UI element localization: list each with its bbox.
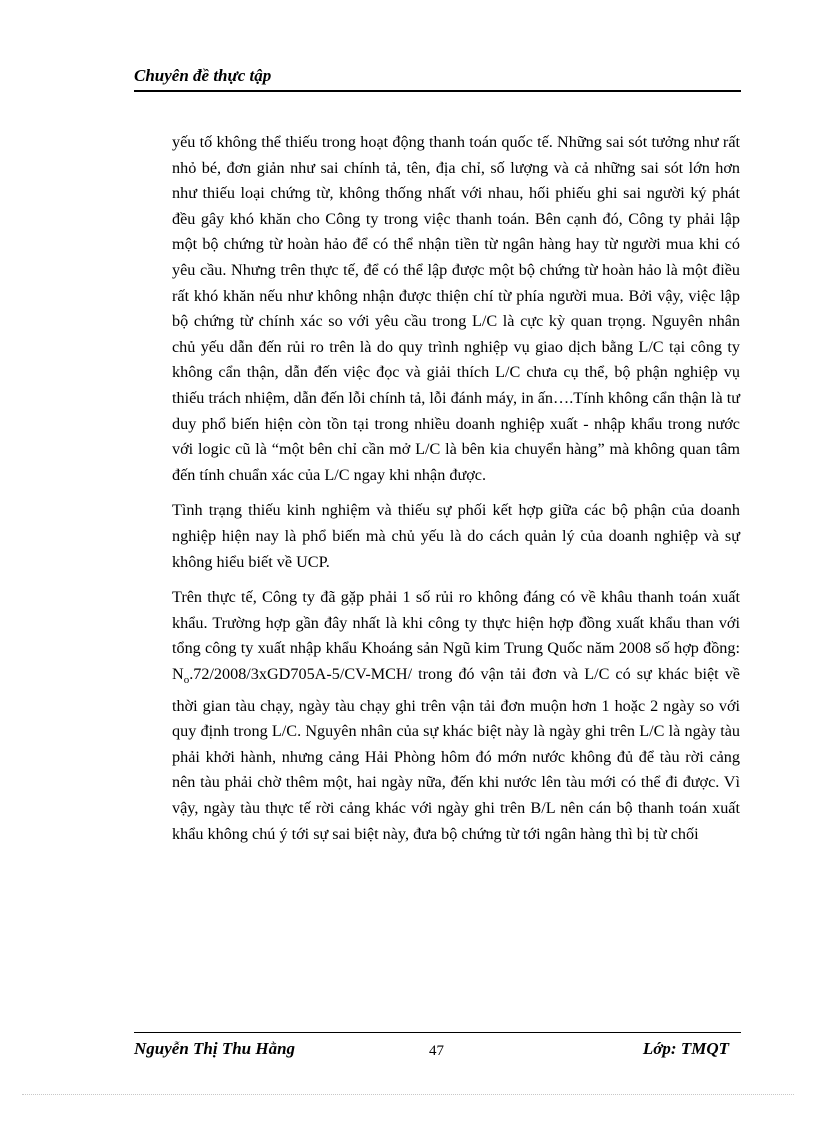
contract-number-subscript: o [183, 674, 190, 687]
document-body [172, 130, 740, 847]
footer-author: Nguyễn Thị Thu Hằng [134, 1039, 296, 1058]
paragraph-2: Tình trạng thiếu kinh nghiệm và thiếu sự phối kết hợp giữa các bộ phận của doanh nghiệp hiện nay là phổ biến mà chủ yếu là do cách quản lý của doanh nghiệp và sự không hiểu biết về UCP. [172, 501, 740, 571]
page-footer [134, 1032, 741, 1065]
header-title: Chuyên đề thực tập [134, 66, 272, 85]
page-header [134, 64, 741, 92]
paragraph-3-part-1: Trên thực tế, Công ty đã gặp phải 1 số rủi ro không đáng có về khâu thanh toán xuất khẩu. Trường hợp gần đây nhất là khi công ty thực hiện hợp đồng xuất khẩu than với tổng công ty xuất nhập khẩu Khoáng sản Ngũ kim Trung Quốc năm 2008 số hợp đồng: [172, 588, 740, 658]
page-number: 47 [429, 1043, 444, 1059]
paragraph-3 [172, 585, 740, 847]
contract-number-prefix: N [172, 664, 184, 683]
paragraph-1: yếu tố không thể thiếu trong hoạt động thanh toán quốc tế. Những sai sót tưởng như rất nhỏ bé, đơn giản như sai chính tả, tên, địa chỉ, số lượng và cả những sai sót lớn hơn như thiếu loại chứng từ, không thống nhất với nhau, hối phiếu ghi sai người ký phát đều gây khó khăn cho Công ty trong việc thanh toán. Bên cạnh đó, Công ty phải lập một bộ chứng từ hoàn hảo để có thể nhận tiền từ ngân hàng hay từ người mua khi có yêu cầu. Nhưng trên thực tế, để có thể lập được một bộ chứng từ hoàn hảo là một điều rất khó khăn nếu như không nhận được thiện chí từ phía người mua. Bởi vậy, việc lập bộ chứng từ chính xác so với yêu cầu trong L/C là cực kỳ quan trọng. Nguyên nhân chủ yếu dẫn đến rủi ro trên là do quy trình nghiệp vụ giao dịch bằng L/C tại công ty không cẩn thận, dẫn đến việc đọc và giải thích L/C chưa cụ thể, bộ phận nghiệp vụ thiếu trách nhiệm, dẫn đến lỗi chính tả, lỗi đánh máy, in ấn….Tính không cẩn thận là tư duy phổ biến hiện còn tồn tại trong nhiều doanh nghiệp xuất - nhập khẩu trong nước với logic cũ là “một bên chỉ cần mở L/C là bên kia chuyển hàng” mà không quan tâm đến tính chuẩn xác của L/C ngay khi nhận được. [172, 133, 740, 484]
footer-class: Lớp: TMQT [642, 1039, 729, 1058]
page-border-divider [22, 1094, 794, 1095]
paragraph-3-part-2: .72/2008/3xGD705A-5/CV-MCH/ trong đó vận tải đơn và L/C có sự khác biệt về thời gian tàu chạy, ngày tàu chạy ghi trên vận tải đơn muộn hơn 1 hoặc 2 ngày so với quy định trong L/C. Nguyên nhân của sự khác biệt này là ngày ghi trên L/C là ngày tàu phải khởi hành, nhưng cảng Hải Phòng hôm đó mớn nước không đủ để tàu rời cảng nên tàu phải chờ thêm một, hai ngày nữa, đến khi nước lên tàu mới có thể đi được. Vì vậy, ngày tàu thực tế rời cảng khác với ngày ghi trên B/L nên cán bộ thanh toán xuất khẩu không chú ý tới sự sai biệt này, đưa bộ chứng từ tới ngân hàng thì bị từ chối [172, 664, 740, 843]
